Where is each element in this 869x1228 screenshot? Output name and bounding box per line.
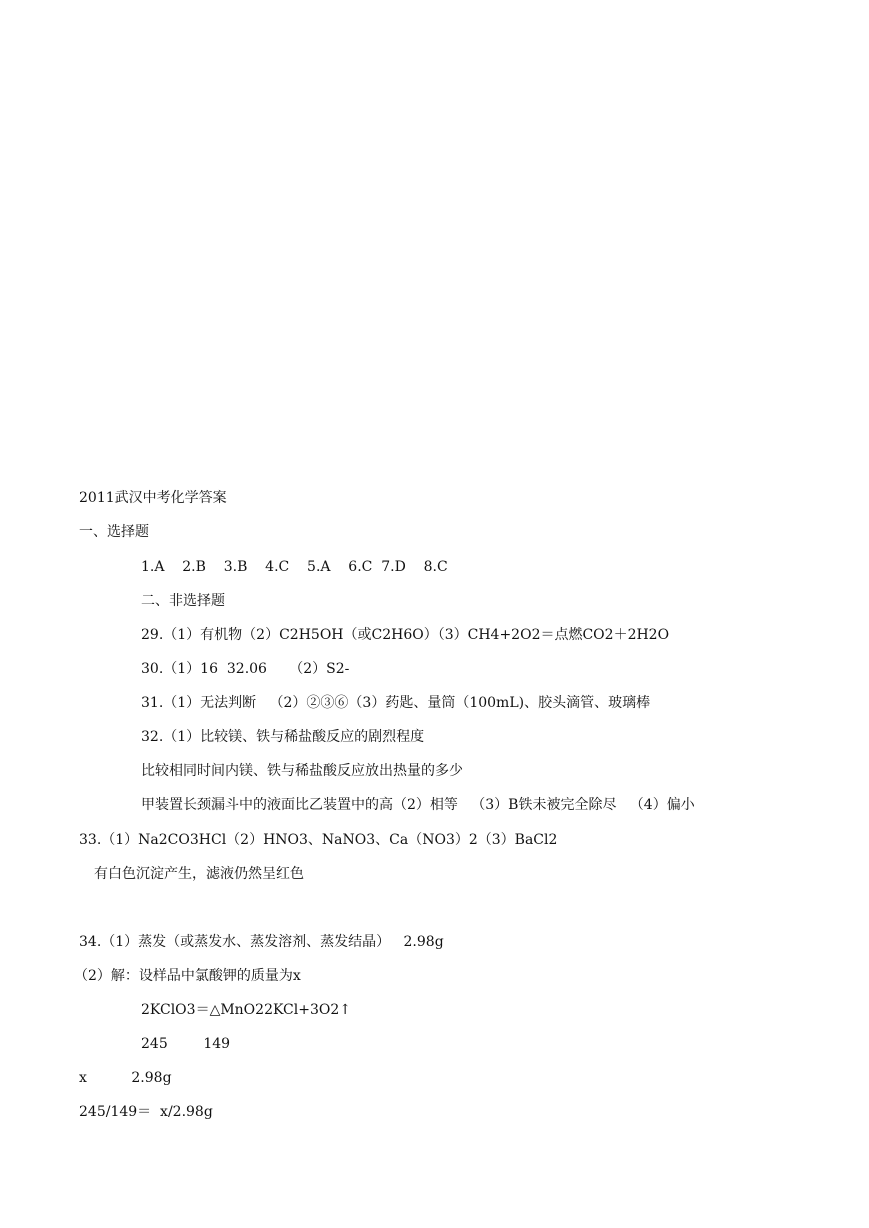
answer-32-part1: 32.（1）比较镁、铁与稀盐酸反应的剧烈程度 <box>141 729 425 745</box>
section-heading-choice: 一、选择题 <box>79 524 149 540</box>
answer-31: 31.（1）无法判断 （2）②③⑥（3）药匙、量筒（100mL)、胶头滴管、玻璃棒 <box>141 695 651 711</box>
answer-34-part1: 34.（1）蒸发（或蒸发水、蒸发溶剂、蒸发结晶） 2.98g <box>79 934 444 950</box>
document-title: 2011武汉中考化学答案 <box>79 490 227 506</box>
answer-32-part2: 比较相同时间内镁、铁与稀盐酸反应放出热量的多少 <box>141 763 463 779</box>
answer-29: 29.（1）有机物（2）C2H5OH（或C2H6O）（3）CH4+2O2＝点燃CO2＋2H2O <box>141 627 670 643</box>
section-heading-nonchoice: 二、非选择题 <box>141 593 225 609</box>
choice-answers: 1.A 2.B 3.B 4.C 5.A 6.C 7.D 8.C <box>141 559 448 575</box>
answer-33-part1: 33.（1）Na2CO3HCl（2）HNO3、NaNO3、Ca（NO3）2（3）BaCl2 <box>79 832 558 848</box>
answer-34-molar-masses: 245 149 <box>141 1036 231 1052</box>
answer-32-part3: 甲装置长颈漏斗中的液面比乙装置中的高（2）相等 （3）B铁未被完全除尽 （4）偏小 <box>141 797 695 813</box>
answer-34-equation: 2KClO3＝△MnO22KCl+3O2↑ <box>141 1002 351 1018</box>
answer-34-ratio: 245/149＝ x/2.98g <box>79 1104 213 1120</box>
answer-33-part2: 有白色沉淀产生，滤液仍然呈红色 <box>94 866 304 882</box>
answer-34-unknowns: x 2.98g <box>79 1070 172 1086</box>
answer-34-part2: （2）解：设样品中氯酸钾的质量为x <box>74 968 301 984</box>
answer-30: 30.（1）16 32.06 （2）S2- <box>141 661 350 677</box>
